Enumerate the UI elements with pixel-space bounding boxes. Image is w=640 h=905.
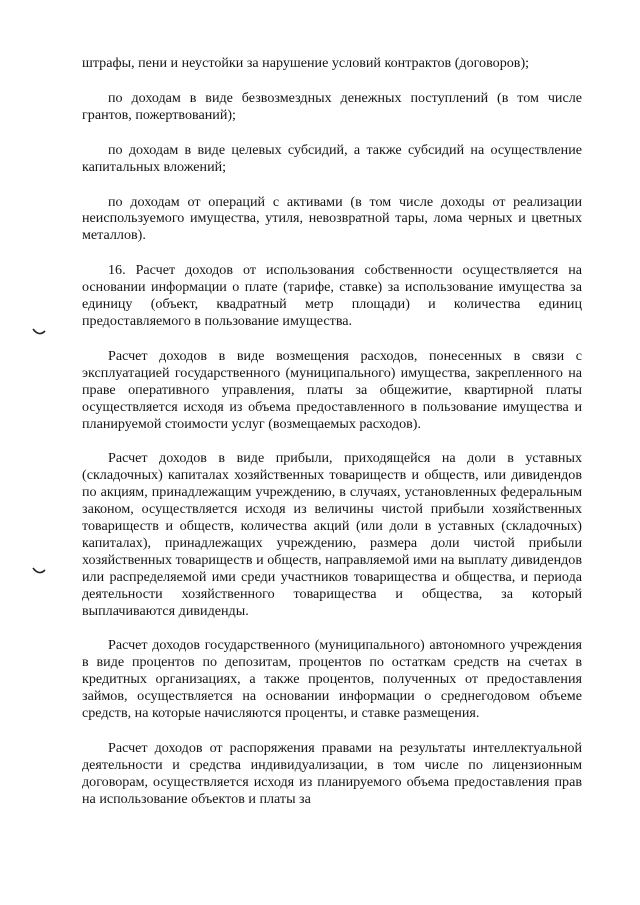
paragraph: 16. Расчет доходов от использования собственности осуществляется на основании информации о плате (тарифе, ставке) за использование имущества за единицу (объект, квадратный метр площади) и количества единиц предоставляемого в пользование имущества. (82, 262, 582, 329)
paragraph: Расчет доходов в виде возмещения расходов, понесенных в связи с эксплуатацией государственного (муниципального) имущества, закрепленного на праве оперативного управления, платы за общежитие, квартирной платы осуществляется исходя из объема предоставленного в пользование имущества и планируемой стоимости услуг (возмещаемых расходов). (82, 347, 582, 432)
paragraph: по доходам в виде безвозмездных денежных поступлений (в том числе грантов, пожертвований); (82, 89, 582, 123)
document-body (82, 55, 582, 826)
binding-hole-mark-bottom (32, 567, 46, 575)
paragraph: по доходам в виде целевых субсидий, а также субсидий на осуществление капитальных вложений; (82, 141, 582, 175)
paragraph: по доходам от операций с активами (в том числе доходы от реализации неиспользуемого имущества, утиля, невозвратной тары, лома черных и цветных металлов). (82, 193, 582, 244)
paragraph: штрафы, пени и неустойки за нарушение условий контрактов (договоров); (82, 55, 530, 71)
paragraph: Расчет доходов от распоряжения правами на результаты интеллектуальной деятельности и средства индивидуализации, в том числе по лицензионным договорам, осуществляется исходя из планируемого объема предоставления прав на использование объектов и платы за (82, 740, 582, 807)
paragraph: Расчет доходов государственного (муниципального) автономного учреждения в виде процентов по депозитам, процентов по остаткам средств на счетах в кредитных организациях, а также процентов, полученных от предоставления займов, осуществляется на основании информации о среднегодовом объеме средств, на которые начисляются проценты, и ставке размещения. (82, 637, 582, 722)
paragraph: Расчет доходов в виде прибыли, приходящейся на доли в уставных (складочных) капиталах хозяйственных товариществ и обществ, или дивидендов по акциям, принадлежащим учреждению, в случаях, установленных федеральным законом, осуществляется исходя из величины чистой прибыли хозяйственных товариществ и обществ, количества акций (или доли в уставных (складочных) капиталах), принадлежащих учреждению, размера доли чистой прибыли хозяйственных товариществ и обществ, направляемой ими на выплату дивидендов или распределяемой ими среди участников товарищества и общества, и периода деятельности хозяйственного товарищества и общества, за который выплачиваются дивиденды. (82, 450, 582, 619)
binding-hole-mark-top (32, 328, 46, 336)
